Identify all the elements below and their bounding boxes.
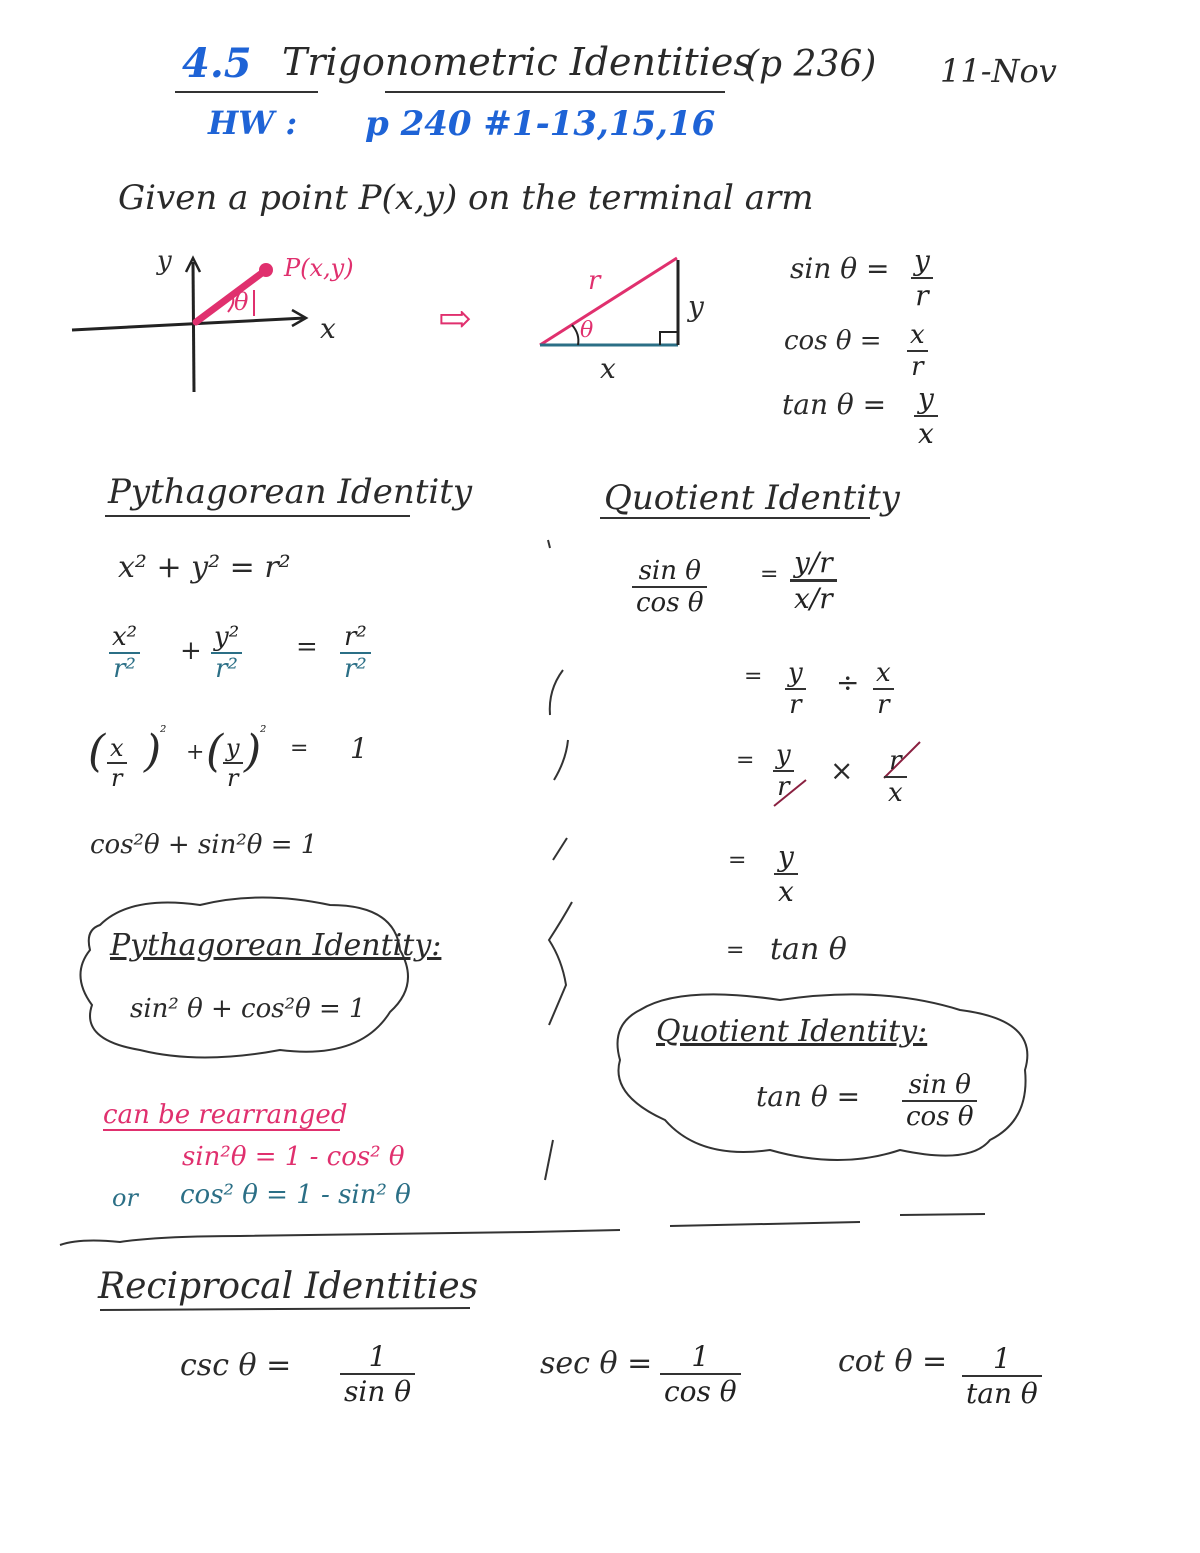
quotient-divide-sign: ÷ — [836, 666, 860, 699]
ratio-cos-num: x — [910, 320, 925, 350]
quotient-equals-1: = — [760, 562, 779, 587]
pythagorean-step-3-result: 1 — [350, 732, 368, 765]
triangle-hypotenuse-label: r — [588, 266, 601, 296]
quotient-box-lhs: tan θ = — [756, 1080, 861, 1113]
pythagorean-step-3-paren-right-a: ) — [144, 726, 162, 777]
reciprocal-sec-label: sec θ = — [540, 1346, 653, 1381]
quotient-lhs-fraction: $\frac{\text{sin θ}}{\text{cos θ}}$ — [632, 556, 707, 618]
quotient-step-3-frac-a: $\frac{y}{r}$ — [772, 740, 795, 802]
or-label: or — [112, 1184, 138, 1212]
quotient-equals-3: = — [736, 748, 755, 773]
quotient-equals-5: = — [726, 938, 745, 963]
pythagorean-step-3-equals: = — [290, 736, 309, 761]
graph-point-label: P(x,y) — [284, 254, 354, 282]
triangle-opposite-label: y — [688, 290, 704, 323]
quotient-step-2-frac-b: $\frac{x}{r}$ — [872, 658, 895, 720]
graph-x-axis-label: x — [320, 312, 336, 345]
quotient-step-2-frac-a: $\frac{y}{r}$ — [784, 658, 807, 720]
implies-arrow-icon: ⇨ — [438, 296, 472, 342]
quotient-equals-2: = — [744, 664, 763, 689]
pythagorean-step-3-paren-left-a: ( — [88, 726, 106, 777]
quotient-heading: Quotient Identity — [604, 478, 900, 518]
pythagorean-cloud — [80, 898, 408, 1058]
quotient-step-5: tan θ — [770, 932, 847, 967]
pythagorean-step-2-term-3: $\frac{\text{r²}}{\text{r²}}$ — [340, 622, 371, 684]
center-divider — [545, 540, 572, 1180]
ratio-tan-label: tan θ = — [782, 388, 887, 421]
section-number: 4.5 — [182, 40, 252, 87]
homework-assignment: p 240 #1-13,15,16 — [365, 104, 716, 144]
pythagorean-step-3-paren-left-b: ( — [206, 726, 224, 777]
pythagorean-heading: Pythagorean Identity — [108, 472, 473, 512]
triangle-adjacent-label: x — [600, 352, 616, 385]
quotient-step-1-fraction: $\frac{y/r}{x/r}$ — [790, 546, 837, 615]
pythagorean-step-2-plus: + — [180, 636, 202, 666]
ratio-sin-num: y — [914, 244, 930, 277]
page-title: Trigonometric Identities — [282, 40, 753, 84]
pythagorean-box-title: Pythagorean Identity: — [110, 928, 442, 963]
ratio-sin-label: sin θ = — [790, 252, 890, 285]
rearranged-sin: sin²θ = 1 - cos² θ — [182, 1142, 405, 1172]
quotient-equals-4: = — [728, 848, 747, 873]
terminal-arm — [196, 270, 266, 322]
reciprocal-cot-fraction: $\frac{1}{\text{tan θ}}$ — [962, 1342, 1042, 1410]
ratio-cos-label: cos θ = — [784, 326, 882, 356]
pythagorean-step-2-term-2: $\frac{\text{y²}}{\text{r²}}$ — [210, 622, 243, 684]
pythagorean-step-3-paren-right-b: ) — [244, 726, 262, 777]
reciprocal-cot-label: cot θ = — [838, 1344, 948, 1379]
ratio-sin-den: r — [911, 277, 932, 312]
ratio-cos-fraction — [906, 320, 929, 382]
ratio-sin-fraction — [910, 244, 934, 312]
pythagorean-step-3-frac-b: $\frac{y}{r}$ — [222, 734, 244, 792]
graph-angle-label: θ — [234, 288, 249, 316]
quotient-box-title: Quotient Identity: — [656, 1014, 928, 1049]
date: 11-Nov — [940, 52, 1057, 90]
triangle-angle-label: θ — [580, 318, 594, 343]
rearranged-cos: cos² θ = 1 - sin² θ — [180, 1180, 411, 1210]
ratio-tan-den: x — [914, 415, 938, 450]
quotient-times-sign: × — [830, 754, 854, 787]
point-p-dot — [259, 263, 273, 277]
pythagorean-box-formula: sin² θ + cos²θ = 1 — [130, 994, 366, 1024]
pythagorean-step-3-square-b: ² — [260, 722, 267, 741]
reciprocal-csc-fraction: $\frac{1}{\text{sin θ}}$ — [340, 1340, 415, 1408]
pythagorean-step-2-equals: = — [296, 632, 318, 662]
pythagorean-step-3-square-a: ² — [160, 722, 167, 741]
pythagorean-step-4: cos²θ + sin²θ = 1 — [90, 830, 318, 860]
quotient-step-3-frac-b: $\frac{r}{x}$ — [884, 746, 907, 808]
homework-label: HW : — [208, 104, 298, 142]
pythagorean-step-2-term-1: $\frac{\text{x²}}{\text{r²}}$ — [108, 622, 141, 684]
graph-y-axis-label: y — [157, 246, 172, 276]
section-divider — [60, 1214, 985, 1245]
coordinate-graph — [72, 258, 306, 392]
pythagorean-step-3-frac-a: $\frac{x}{r}$ — [106, 734, 128, 792]
reciprocal-sec-fraction: $\frac{1}{\text{cos θ}}$ — [660, 1340, 741, 1408]
ratio-cos-den: r — [907, 350, 927, 382]
pythagorean-step-3-plus: + — [186, 740, 205, 765]
pythagorean-step-1: x² + y² = r² — [118, 550, 291, 585]
quotient-box-fraction: $\frac{\text{sin θ}}{\text{cos θ}}$ — [902, 1070, 977, 1132]
right-triangle — [540, 258, 678, 345]
quotient-step-4-fraction: $\frac{y}{x}$ — [774, 840, 798, 908]
given-statement: Given a point P(x,y) on the terminal arm — [118, 178, 814, 218]
ratio-tan-num: y — [918, 382, 934, 415]
reciprocal-heading: Reciprocal Identities — [98, 1266, 479, 1307]
page-reference: (p 236) — [745, 44, 877, 85]
reciprocal-csc-label: csc θ = — [180, 1348, 292, 1383]
rearranged-label: can be rearranged — [103, 1100, 348, 1130]
ratio-tan-fraction — [914, 382, 938, 450]
